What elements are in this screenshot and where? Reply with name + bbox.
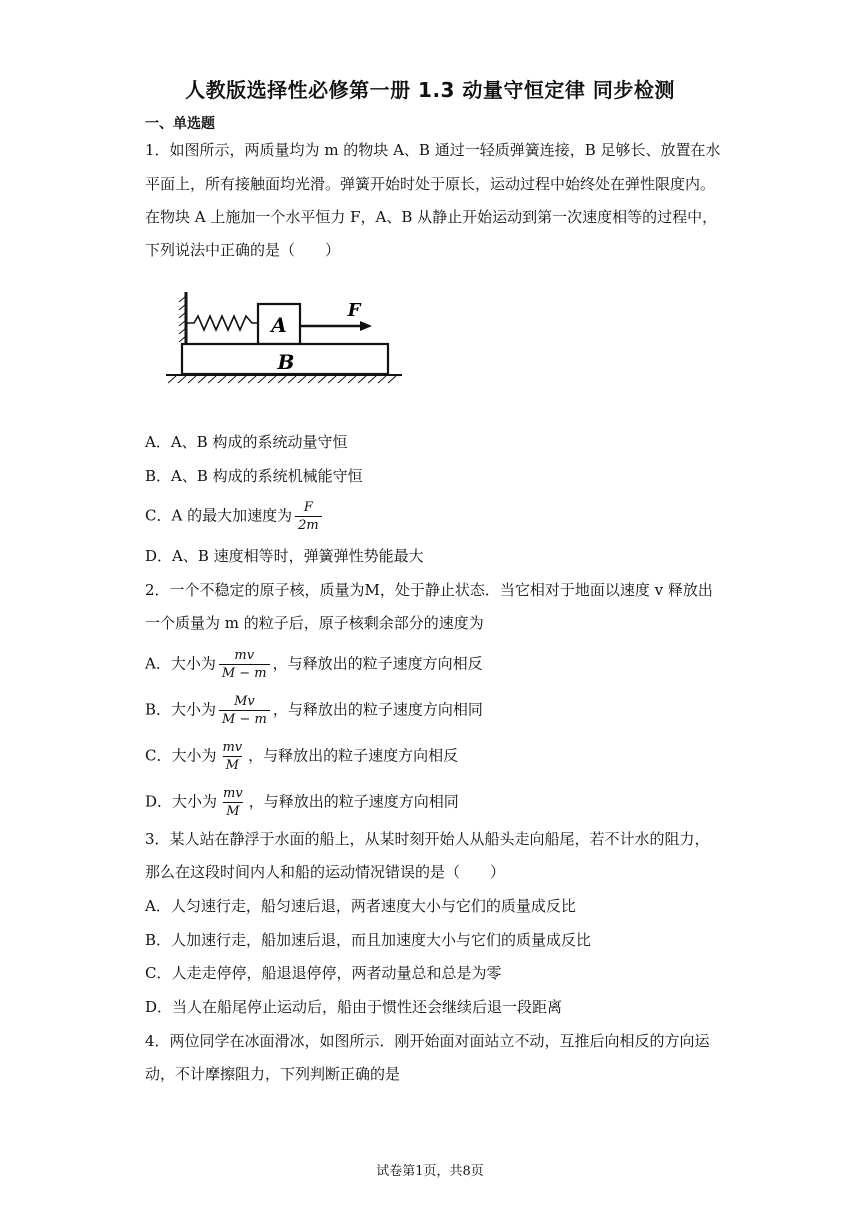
q1-line-1: 1．如图所示，两质量均为 m 的物块 A、B 通过一轻质弹簧连接，B 足够长、放置在水 bbox=[145, 141, 721, 159]
block-a-label: A bbox=[271, 313, 287, 337]
q3-option-a: A．人匀速行走，船匀速后退，两者速度大小与它们的质量成反比 bbox=[145, 897, 576, 915]
q3-option-c: C．人走走停停，船退退停停，两者动量总和总是为零 bbox=[145, 964, 502, 982]
q2-option-c-prefix: C．大小为 bbox=[145, 746, 217, 765]
q1-option-c-text: C．A 的最大加速度为 bbox=[145, 506, 293, 525]
q2-option-d bbox=[145, 786, 459, 819]
q2-option-b-prefix: B．大小为 bbox=[145, 700, 217, 719]
q2-option-a-suffix: ，与释放出的粒子速度方向相反 bbox=[272, 654, 483, 673]
fraction-numerator: mv bbox=[234, 648, 255, 663]
page-title: 人教版选择性必修第一册 1.3 动量守恒定律 同步检测 bbox=[185, 78, 675, 102]
fraction bbox=[219, 740, 245, 773]
spring bbox=[187, 316, 258, 330]
q2-option-c bbox=[145, 740, 458, 773]
fraction-denominator: 2m bbox=[295, 516, 322, 533]
q4-line-2: 动，不计摩擦阻力，下列判断正确的是 bbox=[145, 1065, 401, 1083]
fraction-denominator: M bbox=[223, 756, 242, 773]
q1-option-a: A．A、B 构成的系统动量守恒 bbox=[145, 433, 348, 451]
q1-option-c bbox=[145, 500, 325, 533]
q2-option-d-suffix: ，与释放出的粒子速度方向相同 bbox=[248, 792, 459, 811]
q3-option-d: D．当人在船尾停止运动后，船由于惯性还会继续后退一段距离 bbox=[145, 998, 563, 1016]
fraction-denominator: M − m bbox=[219, 710, 270, 727]
fraction bbox=[219, 694, 270, 727]
q3-option-b: B．人加速行走，船加速后退，而且加速度大小与它们的质量成反比 bbox=[145, 931, 592, 949]
q1-option-b: B．A、B 构成的系统机械能守恒 bbox=[145, 467, 363, 485]
fraction-numerator: mv bbox=[223, 786, 243, 801]
q1-line-4: 下列说法中正确的是（ ） bbox=[145, 241, 341, 259]
q2-option-c-suffix: ，与释放出的粒子速度方向相反 bbox=[248, 746, 459, 765]
spring-block-figure bbox=[162, 288, 412, 404]
section-heading: 一、单选题 bbox=[145, 116, 215, 132]
q2-option-a-prefix: A．大小为 bbox=[145, 654, 216, 673]
q2-line-2: 一个质量为 m 的粒子后，原子核剩余部分的速度为 bbox=[145, 614, 484, 632]
fraction bbox=[219, 648, 270, 681]
force-label: F bbox=[347, 300, 361, 321]
q2-option-b bbox=[145, 694, 483, 727]
q4-line-1: 4．两位同学在冰面滑冰，如图所示．刚开始面对面站立不动，互推后向相反的方向运 bbox=[145, 1032, 710, 1050]
q2-line-1: 2．一个不稳定的原子核，质量为M，处于静止状态．当它相对于地面以速度 v 释放出 bbox=[145, 581, 713, 599]
spring-block-diagram bbox=[162, 288, 412, 400]
fraction-denominator: M − m bbox=[219, 664, 270, 681]
q2-option-b-suffix: ，与释放出的粒子速度方向相同 bbox=[272, 700, 483, 719]
q2-option-d-prefix: D．大小为 bbox=[145, 792, 218, 811]
fraction-numerator: F bbox=[303, 500, 313, 515]
q1-option-d: D．A、B 速度相等时，弹簧弹性势能最大 bbox=[145, 547, 424, 565]
fraction-numerator: Mv bbox=[234, 694, 255, 709]
fraction bbox=[220, 786, 246, 819]
block-b-label: B bbox=[277, 350, 295, 374]
fraction bbox=[295, 500, 322, 533]
q1-line-2: 平面上，所有接触面均光滑。弹簧开始时处于原长，运动过程中始终处在弹性限度内。 bbox=[145, 175, 716, 193]
fraction-denominator: M bbox=[223, 802, 242, 819]
q3-line-2: 那么在这段时间内人和船的运动情况错误的是（ ） bbox=[145, 863, 506, 881]
q3-line-1: 3．某人站在静浮于水面的船上，从某时刻开始人从船头走向船尾，若不计水的阻力， bbox=[145, 830, 710, 848]
q2-option-a bbox=[145, 648, 483, 681]
page-footer: 试卷第1页，共8页 bbox=[376, 1164, 484, 1179]
fraction-numerator: mv bbox=[222, 740, 243, 755]
q1-line-3: 在物块 A 上施加一个水平恒力 F，A、B 从静止开始运动到第一次速度相等的过程中， bbox=[145, 208, 718, 226]
